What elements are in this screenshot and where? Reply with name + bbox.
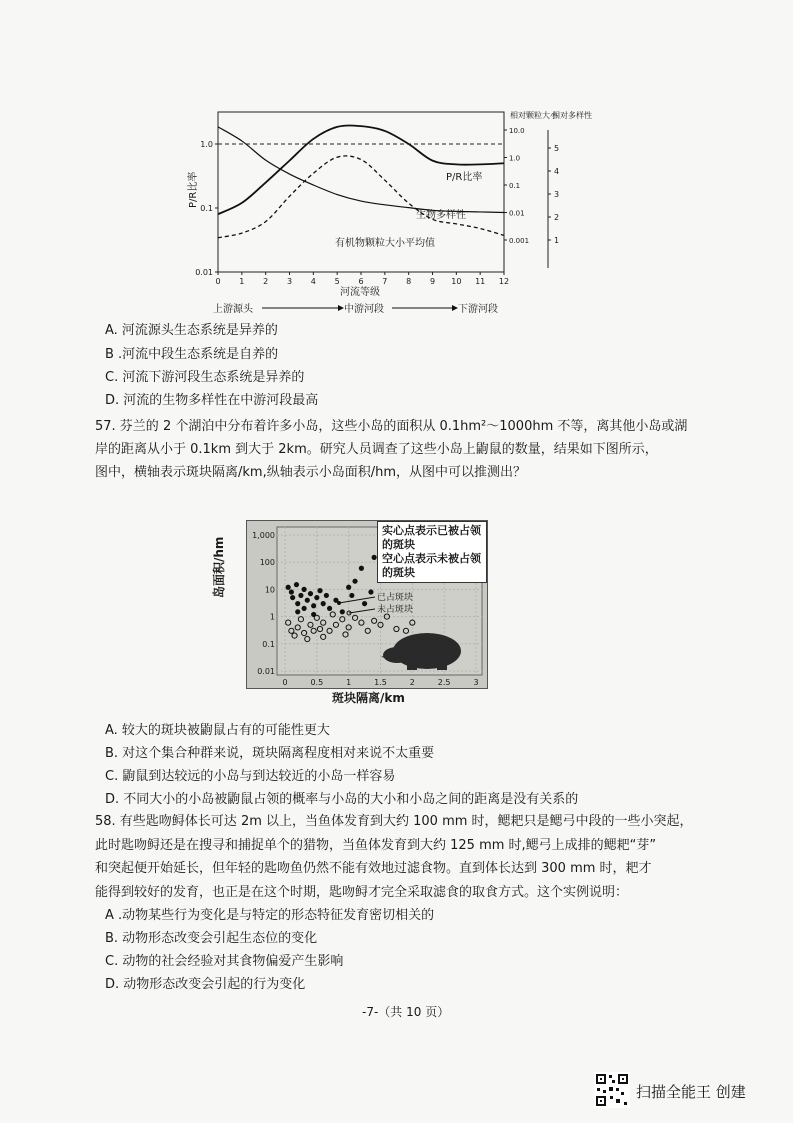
y-right2-tick: 4 [554, 167, 560, 176]
q58-line4: 能得到较好的发育，也正是在这个时期，匙吻鲟才完全采取滤食的取食方式。这个实例说明： [95, 885, 629, 900]
x-tick: 11 [475, 277, 486, 286]
q58-option-d: D. 动物形态改变会引起的行为变化 [105, 977, 306, 992]
point-occupied [298, 593, 303, 598]
legend-line-1: 实心点表示已被占领 [382, 524, 481, 537]
point-occupied [327, 606, 332, 611]
q56-option-d: D. 河流的生物多样性在中游河段最高 [105, 393, 319, 408]
flow-middle: 中游河段 [344, 304, 384, 315]
point-occupied [305, 598, 310, 603]
point-occupied [295, 609, 300, 614]
point-occupied [346, 585, 351, 590]
q56-option-c: C. 河流下游河段生态系统是异养的 [105, 370, 305, 385]
q58-line1: 58. 有些匙吻鲟体长可达 2m 以上，当鱼体发育到大约 100 mm 时，鳃耙只是鳃弓中段的一些小突起， [95, 814, 693, 829]
scatter-y-tick: 0.1 [262, 639, 275, 649]
point-occupied [311, 612, 316, 617]
scatter-y-tick: 1 [269, 612, 275, 622]
point-occupied [289, 589, 294, 594]
y-right2-label: 相对多样性 [552, 111, 592, 120]
y-left-tick: 0.01 [195, 268, 213, 277]
legend-line-4: 的斑块 [382, 566, 415, 579]
series-diversity [218, 156, 504, 238]
x-tick: 0 [215, 277, 221, 286]
x-tick: 2 [263, 277, 269, 286]
q58-line2: 此时匙吻鲟还是在搜寻和捕捉单个的猎物，当鱼体发育到大约 125 mm 时,鳃弓上成排的鳃耙“芽” [95, 838, 657, 853]
y-left-tick: 0.1 [200, 204, 213, 213]
point-occupied [311, 603, 316, 608]
label-pr: P/R比率 [446, 172, 483, 183]
y-left-label: P/R比率 [188, 171, 199, 208]
scatter-y-tick: 100 [259, 558, 275, 568]
point-occupied [321, 601, 326, 606]
label-size: 有机物颗粒大小平均值 [335, 238, 435, 249]
x-tick: 10 [451, 277, 462, 286]
point-occupied [372, 555, 377, 560]
y-right1-tick: 0.001 [509, 237, 530, 245]
river-continuum-chart [180, 100, 600, 320]
x-tick: 4 [310, 277, 316, 286]
scatter-x-tick: 2 [409, 678, 415, 687]
scanner-brand: 扫描全能王 创建 [636, 1083, 746, 1101]
q57-line2: 岸的距离从小于 0.1km 到大于 2km。研究人员调查了这些小岛上鼩鼠的数量，结果如下图所示， [95, 442, 658, 457]
point-occupied [294, 582, 299, 587]
legend-line-2: 的斑块 [382, 538, 415, 551]
scatter-xlabel: 斑块隔离/km [332, 691, 405, 705]
point-occupied [317, 588, 322, 593]
x-tick: 1 [239, 277, 245, 286]
scatter-x-tick: 0.5 [310, 678, 324, 687]
x-tick: 7 [382, 277, 388, 286]
q58-line3: 和突起便开始延长，但年轻的匙吻鱼仍然不能有效地过滤食物。直到体长达到 300 mm 时，耙才 [95, 861, 652, 876]
x-tick: 3 [286, 277, 293, 286]
x-axis-label: 河流等级 [340, 287, 380, 298]
y-right1-tick: 1.0 [509, 154, 521, 163]
q57-line3: 图中，横轴表示斑块隔离/km,纵轴表示小岛面积/hm，从图中可以推测出？ [95, 465, 526, 480]
qr-code-icon [594, 1072, 630, 1108]
scatter-y-tick: 1,000 [252, 531, 275, 540]
x-tick: 5 [334, 277, 340, 286]
point-occupied [352, 579, 357, 584]
scatter-ylabel: 岛面积/hm [212, 536, 226, 598]
y-right1-tick: 0.1 [509, 182, 521, 190]
series-particle-size [218, 127, 504, 213]
x-tick: 12 [498, 277, 510, 286]
x-tick: 9 [429, 277, 436, 286]
y-right1-label: 相对颗粒大小 [510, 111, 558, 120]
point-occupied [286, 585, 291, 590]
scatter-x-tick: 1.5 [374, 678, 387, 687]
y-right2-tick: 5 [554, 144, 560, 153]
point-occupied [290, 595, 295, 600]
point-occupied [340, 609, 345, 614]
x-tick: 8 [406, 277, 412, 286]
point-occupied [314, 595, 319, 600]
q56-option-b: B .河流中段生态系统是自养的 [105, 347, 279, 362]
q56-option-a: A. 河流源头生态系统是异养的 [105, 323, 278, 338]
y-right1-tick: 0.01 [509, 209, 525, 218]
point-occupied [324, 593, 329, 598]
scatter-x-tick: 1 [346, 678, 352, 687]
q57-option-c: C. 鼩鼠到达较远的小岛与到达较近的小岛一样容易 [105, 769, 396, 784]
scatter-x-tick: 3 [473, 678, 479, 687]
point-occupied [359, 566, 364, 571]
y-left-tick: 1.0 [200, 140, 213, 149]
point-occupied [302, 587, 307, 592]
page-number: -7-（共 10 页） [362, 1005, 450, 1019]
scatter-y-tick: 0.01 [257, 667, 275, 676]
point-occupied [308, 591, 313, 596]
x-tick: 6 [358, 277, 364, 286]
scatter-x-tick: 0 [282, 678, 288, 687]
q58-option-c: C. 动物的社会经验对其食物偏爱产生影响 [105, 954, 344, 969]
legend-line-3: 空心点表示未被占领 [382, 552, 481, 565]
scatter-y-tick: 10 [264, 585, 275, 595]
q57-option-b: B. 对这个集合种群来说，斑块隔离程度相对来说不太重要 [105, 746, 435, 761]
flow-lower: 下游河段 [458, 304, 498, 315]
point-occupied [302, 606, 307, 611]
scatter-legend [377, 521, 487, 583]
y-right2-tick: 1 [554, 236, 560, 245]
point-occupied [349, 593, 354, 598]
shrew-scatter-figure [246, 520, 488, 689]
point-occupied [362, 601, 367, 606]
y-right1-tick: 10.0 [509, 127, 525, 135]
annotation-occupied: 已占斑块 [377, 593, 414, 603]
y-right2-tick: 3 [554, 190, 560, 199]
q57-option-d: D. 不同大小的小岛被鼩鼠占领的概率与小岛的大小和小岛之间的距离是没有关系的 [105, 792, 579, 807]
annotation-unoccupied: 未占斑块 [377, 605, 414, 615]
label-div: 生物多样性 [416, 210, 466, 221]
point-occupied [368, 589, 373, 594]
q57-line1: 57. 芬兰的 2 个湖泊中分布着许多小岛，这些小岛的面积从 0.1hm²～1000hm 不等，离其他小岛或湖 [95, 419, 688, 434]
q58-option-b: B. 动物形态改变会引起生态位的变化 [105, 931, 318, 946]
flow-upper: 上游源头 [213, 304, 253, 315]
q58-option-a: A .动物某些行为变化是与特定的形态特征发育密切相关的 [105, 908, 435, 923]
q57-option-a: A. 较大的斑块被鼩鼠占有的可能性更大 [105, 723, 330, 738]
y-right2-tick: 2 [554, 213, 560, 222]
scatter-x-tick: 2.5 [437, 678, 451, 687]
point-occupied [295, 601, 300, 606]
